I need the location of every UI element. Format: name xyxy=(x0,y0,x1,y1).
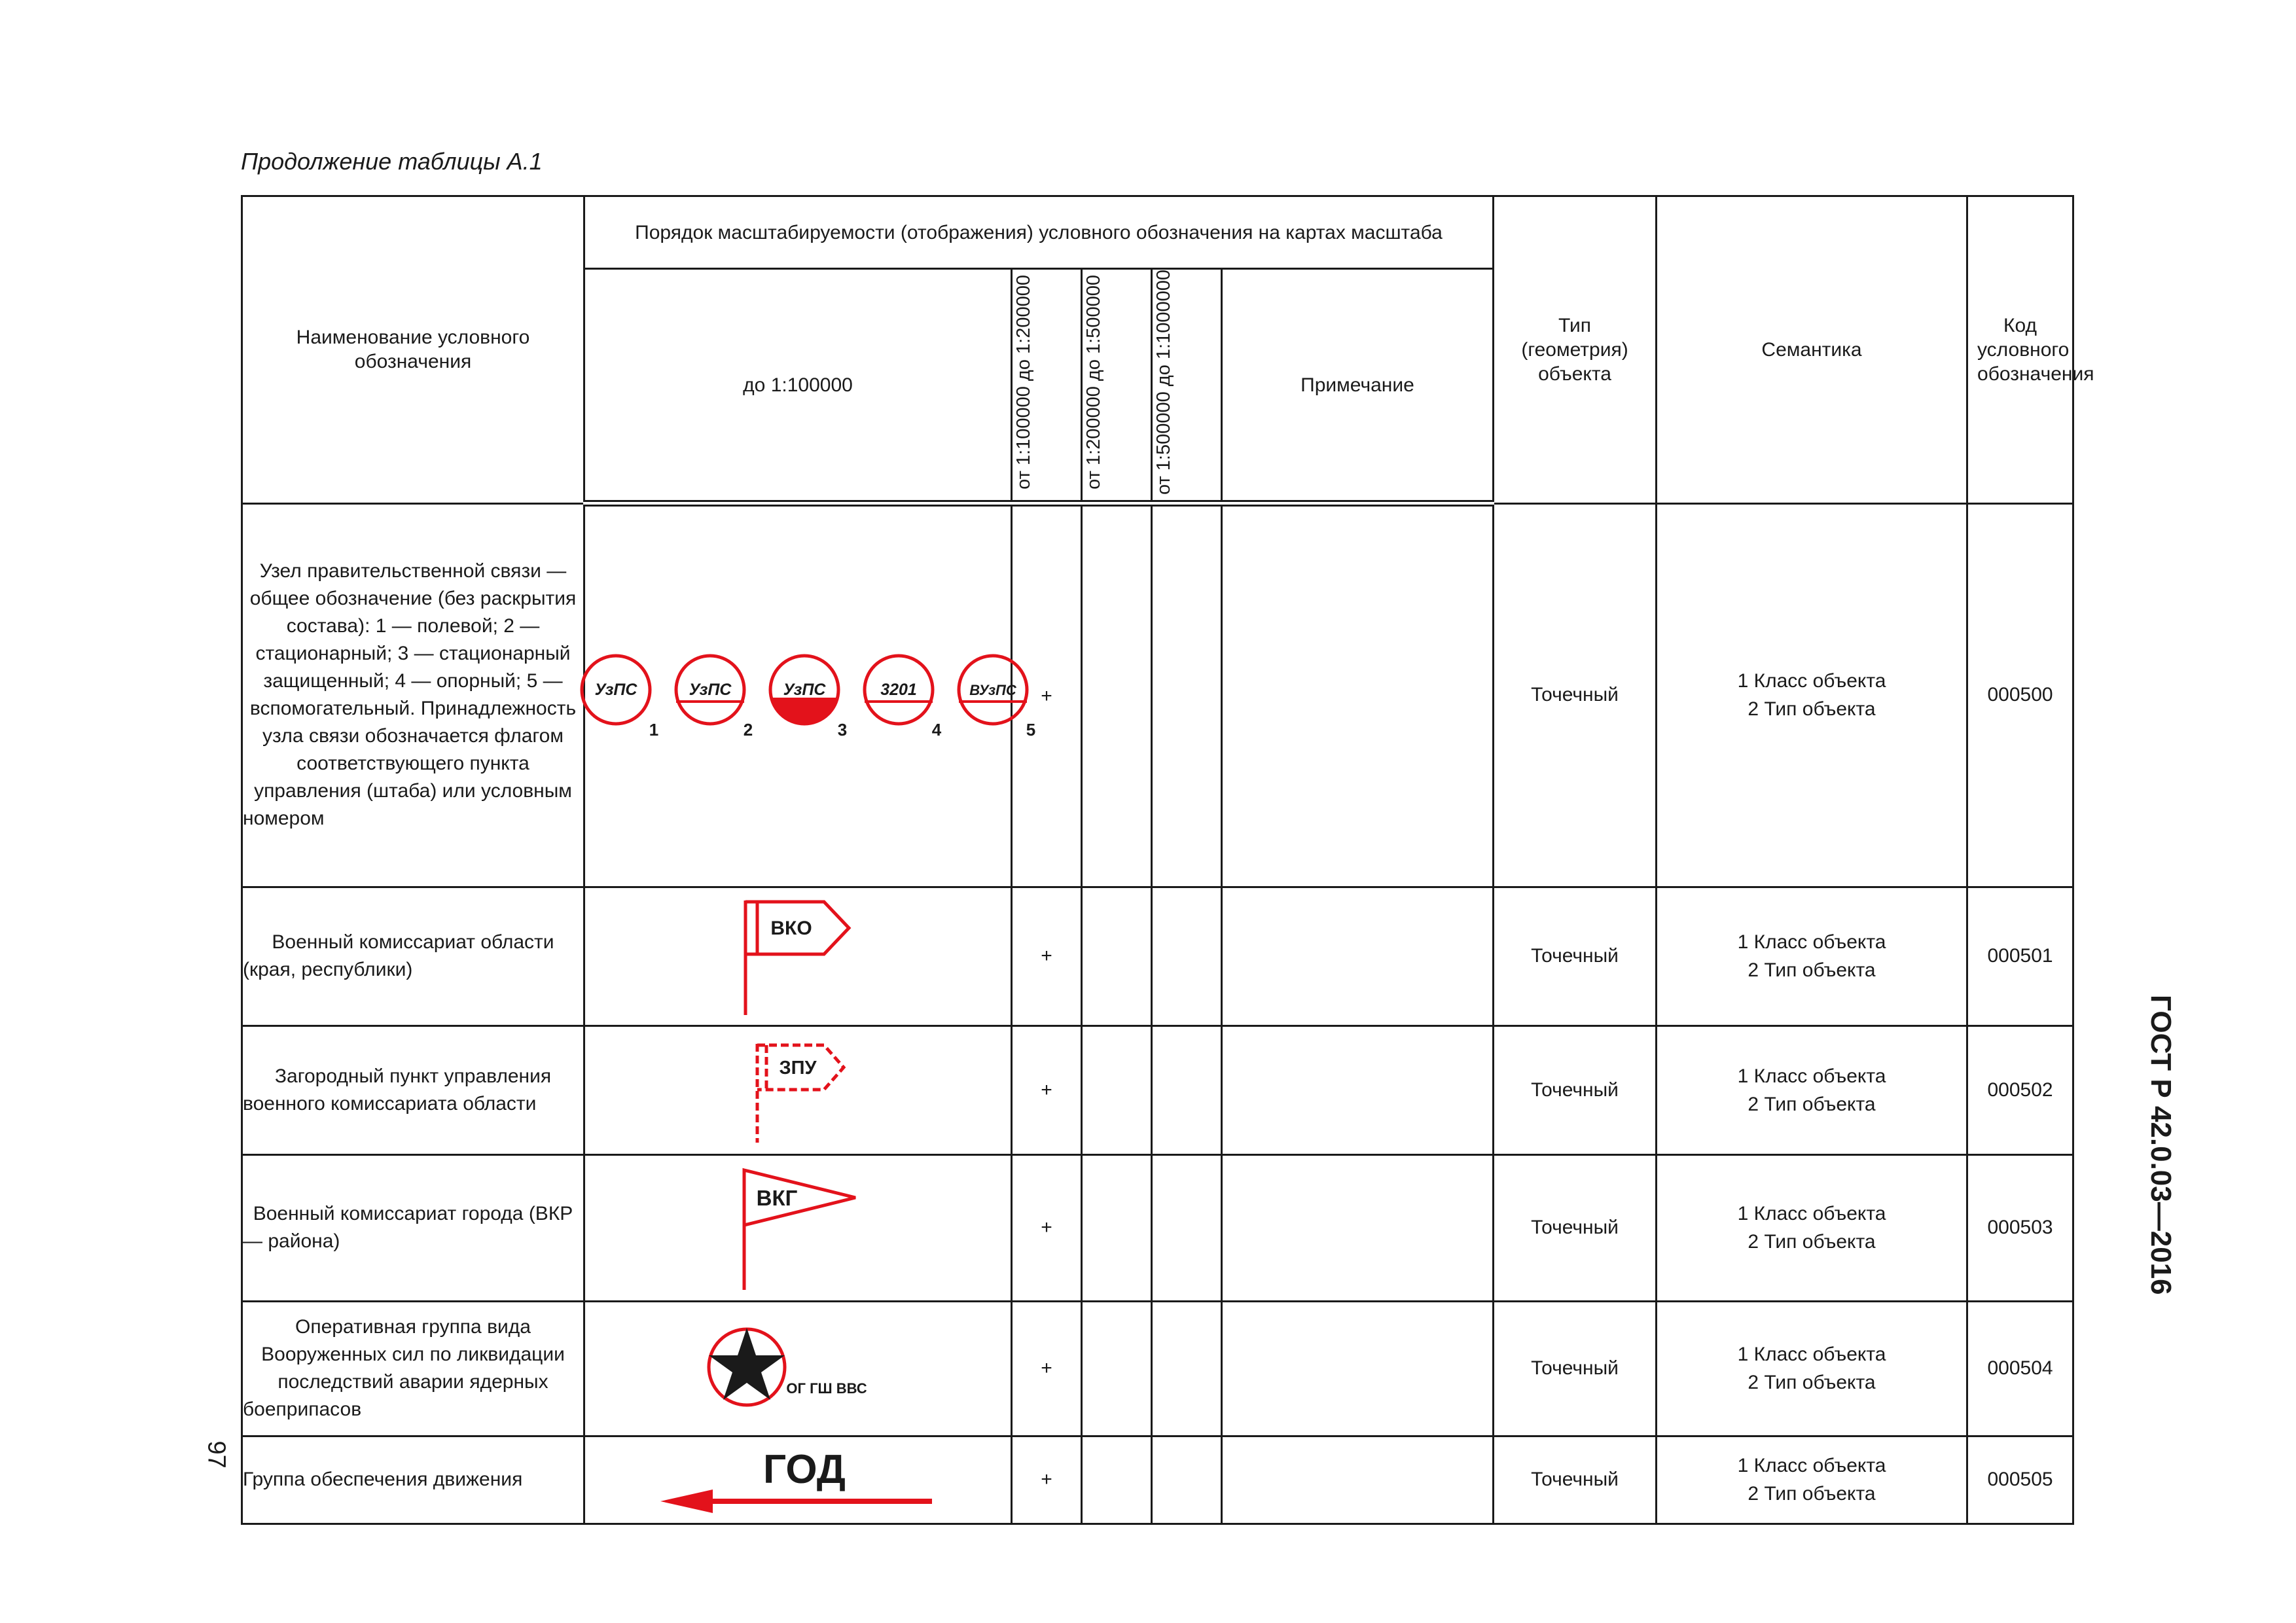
row-code: 000503 xyxy=(1967,1154,2073,1301)
row-symbol xyxy=(584,1436,1012,1524)
svg-text:ОГ ГШ ВВС: ОГ ГШ ВВС xyxy=(786,1380,867,1397)
row-plus: + xyxy=(1012,1436,1082,1524)
row-note xyxy=(1222,1026,1494,1154)
row-symbol xyxy=(584,1301,1012,1436)
row-semantics: 1 Класс объекта 2 Тип объекта xyxy=(1657,503,1967,887)
row-scale-4 xyxy=(1152,887,1222,1026)
row-scale-4 xyxy=(1152,1436,1222,1524)
header-type: Тип (геометрия) объекта xyxy=(1494,196,1657,504)
node-number-5: 5 xyxy=(1026,719,1036,740)
row-type: Точечный xyxy=(1494,1436,1657,1524)
row-code: 000505 xyxy=(1967,1436,2073,1524)
star-circle-icon xyxy=(706,1323,889,1414)
row-note xyxy=(1222,1436,1494,1524)
row-scale-4 xyxy=(1152,503,1222,887)
row-name: Группа обеспечения движения xyxy=(242,1436,584,1524)
row-code: 000502 xyxy=(1967,1026,2073,1154)
row-note xyxy=(1222,1301,1494,1436)
header-name: Наименование условного обозначения xyxy=(242,196,584,504)
svg-text:ЗПУ: ЗПУ xyxy=(779,1057,817,1079)
row-name: Оперативная группа вида Вооруженных сил по ликвидации последствий аварии ядерных боеприпасов xyxy=(242,1301,584,1436)
row-note xyxy=(1222,887,1494,1026)
page-number: 97 xyxy=(202,1440,230,1469)
table-row xyxy=(242,887,2073,1026)
node-number-3: 3 xyxy=(837,719,848,740)
table-row xyxy=(242,1301,2073,1436)
node-number-4: 4 xyxy=(931,719,942,740)
node-number-2: 2 xyxy=(743,719,753,740)
row-plus: + xyxy=(1012,887,1082,1026)
flag-vko-icon xyxy=(719,894,876,1018)
row-semantics: 1 Класс объекта 2 Тип объекта xyxy=(1657,887,1967,1026)
table-row xyxy=(242,503,2073,887)
row-symbol xyxy=(584,1026,1012,1154)
header-scale-4: от 1:500000 до 1:1000000 xyxy=(1152,269,1222,504)
pennant-vkg-icon xyxy=(719,1162,876,1293)
symbols-table xyxy=(241,195,2094,1525)
node-label-3: УзПС xyxy=(783,680,826,699)
svg-text:ГОД: ГОД xyxy=(763,1447,846,1493)
svg-text:ВКГ: ВКГ xyxy=(756,1186,798,1211)
row-scale-3 xyxy=(1082,1436,1152,1524)
row-name: Военный комиссариат области (края, республики) xyxy=(242,887,584,1026)
row-semantics: 1 Класс объекта 2 Тип объекта xyxy=(1657,1026,1967,1154)
row-scale-4 xyxy=(1152,1026,1222,1154)
row-type: Точечный xyxy=(1494,887,1657,1026)
node-label-1: УзПС xyxy=(594,680,637,699)
node-number-1: 1 xyxy=(649,719,659,740)
row-type: Точечный xyxy=(1494,503,1657,887)
header-scale-2: от 1:100000 до 1:200000 xyxy=(1012,269,1082,504)
row-scale-3 xyxy=(1082,1154,1152,1301)
table-row xyxy=(242,1154,2073,1301)
arrow-god-icon xyxy=(654,1444,942,1516)
node-label-4: 3201 xyxy=(880,680,917,699)
row-scale-3 xyxy=(1082,887,1152,1026)
header-code: Код условного обозначения xyxy=(1967,196,2073,504)
row-note xyxy=(1222,1154,1494,1301)
table-row xyxy=(242,1436,2073,1524)
row-type: Точечный xyxy=(1494,1154,1657,1301)
row-code: 000500 xyxy=(1967,503,2073,887)
row-symbol xyxy=(584,1154,1012,1301)
row-symbol xyxy=(584,887,1012,1026)
header-scale-3: от 1:200000 до 1:500000 xyxy=(1082,269,1152,504)
row-semantics: 1 Класс объекта 2 Тип объекта xyxy=(1657,1154,1967,1301)
row-plus: + xyxy=(1012,503,1082,887)
row-semantics: 1 Класс объекта 2 Тип объекта xyxy=(1657,1301,1967,1436)
row-plus: + xyxy=(1012,1301,1082,1436)
row-scale-4 xyxy=(1152,1301,1222,1436)
row-symbol xyxy=(584,503,1036,887)
node-label-2: УзПС xyxy=(689,680,732,699)
row-scale-3 xyxy=(1082,1026,1152,1154)
row-note xyxy=(1222,503,1494,887)
row-type: Точечный xyxy=(1494,1026,1657,1154)
table-row xyxy=(242,1026,2073,1154)
svg-text:ВКО: ВКО xyxy=(770,918,812,940)
table-caption: Продолжение таблицы А.1 xyxy=(241,148,543,175)
row-name: Узел правительственной связи — общее обозначение (без раскрытия состава): 1 — полевой; 2 — стационарный; 3 — стационарный защищенный; 4 — опорный; 5 — вспомогательный. Принадлежность узла связи обозначается флагом соответствующего пункта управления (штаба) или условным номером xyxy=(242,503,584,887)
row-scale-3 xyxy=(1082,503,1152,887)
comm-node-symbols xyxy=(588,651,1036,742)
standard-title: ГОСТ Р 42.0.03—2016 xyxy=(2145,995,2177,1295)
node-label-5: ВУзПС xyxy=(969,681,1016,698)
flag-zpu-icon xyxy=(726,1035,870,1146)
row-code: 000501 xyxy=(1967,887,2073,1026)
row-scale-4 xyxy=(1152,1154,1222,1301)
row-code: 000504 xyxy=(1967,1301,2073,1436)
header-scale-1: до 1:100000 xyxy=(584,269,1012,504)
header-order: Порядок масштабируемости (отображения) условного обозначения на картах масштаба xyxy=(584,196,1494,269)
row-name: Загородный пункт управления военного комиссариата области xyxy=(242,1026,584,1154)
header-note: Примечание xyxy=(1222,269,1494,504)
row-type: Точечный xyxy=(1494,1301,1657,1436)
row-scale-3 xyxy=(1082,1301,1152,1436)
row-plus: + xyxy=(1012,1154,1082,1301)
row-name: Военный комиссариат города (ВКР — района) xyxy=(242,1154,584,1301)
row-semantics: 1 Класс объекта 2 Тип объекта xyxy=(1657,1436,1967,1524)
row-plus: + xyxy=(1012,1026,1082,1154)
header-semantics: Семантика xyxy=(1657,196,1967,504)
